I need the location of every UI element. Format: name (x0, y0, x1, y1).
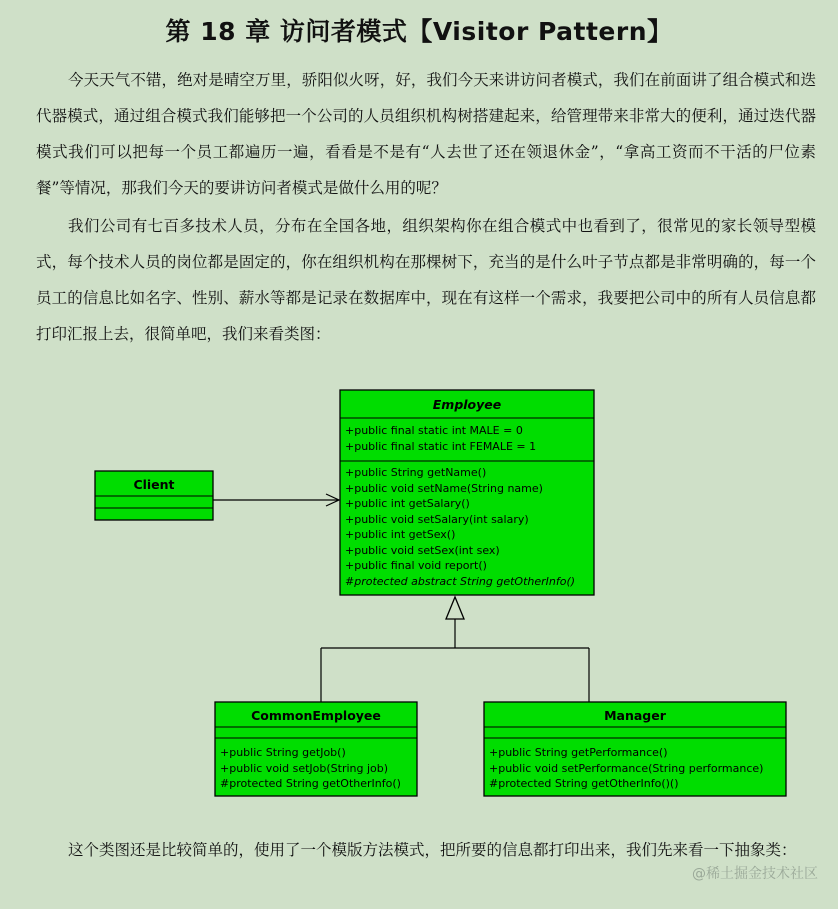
watermark: @稀土掘金技术社区 (692, 866, 818, 882)
employee-attr-male: +public final static int MALE = 0 (345, 424, 523, 437)
employee-method-setsex: +public void setSex(int sex) (345, 544, 500, 557)
common-employee-method-getjob: +public String getJob() (220, 746, 346, 759)
employee-method-report: +public final void report() (345, 559, 487, 572)
client-class-name: Client (133, 477, 175, 492)
class-diagram (0, 370, 838, 810)
manager-method-setperformance: +public void setPerformance(String performance) (489, 762, 764, 775)
employee-attr-female: +public final static int FEMALE = 1 (345, 440, 537, 453)
inheritance-connector (321, 597, 589, 702)
page-title: 第 18 章 访问者模式【Visitor Pattern】 (165, 17, 673, 46)
employee-method-getotherinfo: #protected abstract String getOtherInfo() (345, 575, 576, 588)
employee-class-name: Employee (432, 397, 502, 412)
employee-method-setname: +public void setName(String name) (345, 482, 543, 495)
common-employee-method-setjob: +public void setJob(String job) (220, 762, 389, 775)
association-arrow (213, 494, 339, 506)
employee-method-getname: +public String getName() (345, 466, 487, 479)
manager-class-name: Manager (604, 708, 666, 723)
employee-method-getsex: +public int getSex() (345, 528, 456, 541)
manager-method-getotherinfo: #protected String getOtherInfo()() (489, 777, 679, 790)
paragraph-summary: 这个类图还是比较简单的，使用了一个模版方法模式，把所要的信息都打印出来，我们先来看一下抽象类： (68, 841, 797, 859)
common-employee-class-name: CommonEmployee (251, 708, 381, 723)
manager-class (484, 702, 786, 796)
paragraph-intro: 今天天气不错，绝对是晴空万里，骄阳似火呀，好，我们今天来讲访问者模式，我们在前面讲了组合模式和迭代器模式，通过组合模式我们能够把一个公司的人员组织机构树搭建起来，给管理带来非常大的便利，通过迭代器模式我们可以把每一个员工都遍历一遍，看看是不是有“人去世了还在领退休金”，“拿高工资而不干活的尸位素餐”等情况，那我们今天的要讲访问者模式是做什么用的呢？ (36, 71, 816, 197)
employee-method-getsalary: +public int getSalary() (345, 497, 470, 510)
common-employee-method-getotherinfo: #protected String getOtherInfo() (220, 777, 401, 790)
employee-class (340, 390, 594, 595)
manager-method-getperformance: +public String getPerformance() (489, 746, 668, 759)
client-class (95, 471, 213, 520)
common-employee-class (215, 702, 417, 796)
employee-method-setsalary: +public void setSalary(int salary) (345, 513, 529, 526)
paragraph-requirement: 我们公司有七百多技术人员，分布在全国各地，组织架构你在组合模式中也看到了，很常见的家长领导型模式，每个技术人员的岗位都是固定的，你在组织机构在那棵树下，充当的是什么叶子节点都是非常明确的，每一个员工的信息比如名字、性别、薪水等都是记录在数据库中，现在有这样一个需求，我要把公司中的所有人员信息都打印汇报上去，很简单吧，我们来看类图： (36, 217, 816, 343)
